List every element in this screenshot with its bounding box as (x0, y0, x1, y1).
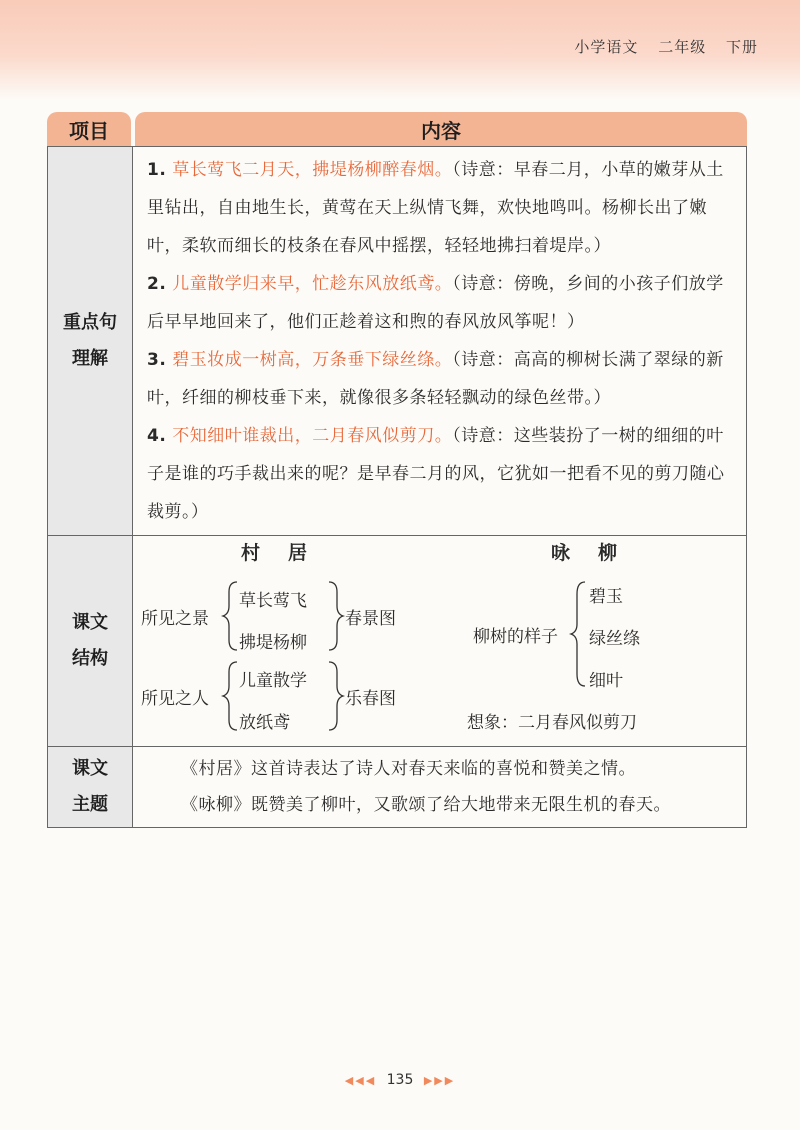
poem-explanation: （诗意：高高的柳树长满了翠绿的新叶，纤细的柳枝垂下来，就像很多条轻轻飘动的绿色丝带。） (147, 350, 724, 408)
column-header-item: 项目 (47, 112, 131, 146)
item-number: 2. (147, 274, 167, 294)
poem-line: 草长莺飞二月天，拂堤杨柳醉春烟。 (172, 160, 453, 180)
key-sentences-content (133, 147, 746, 535)
structure-item: 碧玉 (589, 587, 623, 607)
label-line: 结构 (72, 648, 108, 669)
structure-diagram (133, 536, 746, 746)
header-grade: 二年级 (658, 38, 707, 56)
structure-item: 细叶 (589, 671, 623, 691)
theme-paragraph: 《咏柳》既赞美了柳叶，又歌颂了给大地带来无限生机的春天。 (181, 795, 671, 815)
header-subject: 小学语文 (574, 38, 639, 56)
right-brace (329, 662, 343, 730)
structure-item: 放纸鸢 (239, 713, 290, 733)
poem-line: 碧玉妆成一树高，万条垂下绿丝绦。 (172, 350, 453, 370)
left-brace (223, 582, 237, 650)
right-arrows-icon: ▶▶▶ (423, 1074, 456, 1087)
brace-lines (133, 536, 733, 746)
label-line: 重点句 (63, 312, 117, 333)
row-key-sentences (47, 146, 747, 536)
left-brace (223, 662, 237, 730)
poem-line: 不知细叶谁裁出，二月春风似剪刀。 (172, 426, 453, 446)
header-volume: 下册 (725, 38, 758, 56)
theme-content (133, 747, 746, 827)
key-sentence-item (147, 341, 734, 417)
label-line: 课文 (72, 612, 108, 633)
row-text-structure (47, 536, 747, 747)
structure-label: 所见之景 (141, 609, 209, 629)
poem-explanation: （诗意：早春二月，小草的嫩芽从土里钻出，自由地生长，黄莺在天上纵情飞舞，欢快地鸣叫。杨柳长出了嫩叶，柔软而细长的枝条在春风中摇摆，轻轻地拂扫着堤岸。） (147, 160, 724, 256)
item-number: 4. (147, 426, 167, 446)
left-arrows-icon: ◀◀◀ (344, 1074, 377, 1087)
item-number: 3. (147, 350, 167, 370)
structure-imagination: 想象：二月春风似剪刀 (467, 713, 637, 733)
structure-item: 绿丝绦 (589, 629, 640, 649)
structure-item: 拂堤杨柳 (239, 633, 307, 653)
poem-explanation: （诗意：傍晚，乡间的小孩子们放学后早早地回来了，他们正趁着这和煦的春风放风筝呢！） (147, 274, 724, 332)
structure-result: 春景图 (345, 609, 396, 629)
key-sentence-item (147, 151, 734, 265)
left-brace (571, 582, 585, 686)
key-sentence-item (147, 265, 734, 341)
row-label-key-sentences (48, 147, 133, 535)
poem-explanation: （诗意：这些装扮了一树的细细的叶子是谁的巧手裁出来的呢？是早春二月的风，它犹如一把看不见的剪刀随心裁剪。） (147, 426, 725, 522)
theme-paragraph: 《村居》这首诗表达了诗人对春天来临的喜悦和赞美之情。 (181, 759, 636, 779)
row-label-theme (48, 747, 133, 827)
poem-line: 儿童散学归来早，忙趁东风放纸鸢。 (172, 274, 453, 294)
table-header-row (47, 112, 747, 146)
label-line: 主题 (72, 794, 108, 815)
right-poem-title: 咏柳 (551, 542, 646, 564)
structure-result: 乐春图 (345, 689, 396, 709)
label-line: 理解 (72, 348, 108, 369)
summary-table (47, 112, 747, 828)
key-sentence-item (147, 417, 734, 531)
row-label-structure (48, 536, 133, 746)
item-number: 1. (147, 160, 167, 180)
right-brace (329, 582, 343, 650)
structure-item: 草长莺飞 (239, 591, 307, 611)
column-header-content: 内容 (135, 112, 747, 146)
left-poem-title: 村居 (241, 542, 336, 564)
label-line: 课文 (72, 758, 108, 779)
page-number: 135 (386, 1072, 414, 1088)
row-text-theme (47, 747, 747, 828)
structure-item: 儿童散学 (239, 671, 307, 691)
structure-label: 所见之人 (141, 689, 209, 709)
structure-label: 柳树的样子 (473, 627, 558, 647)
running-header (560, 36, 758, 57)
page-footer (0, 1072, 800, 1088)
